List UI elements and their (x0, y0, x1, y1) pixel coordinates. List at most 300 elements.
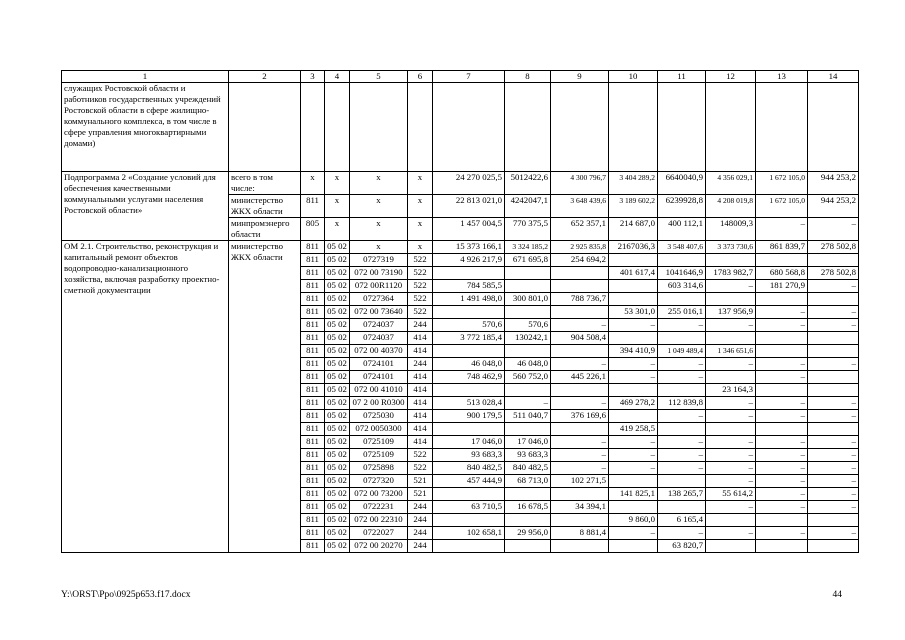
amount-cell: 4 926 217,9 (433, 254, 505, 267)
amount-cell: 6239928,8 (658, 195, 706, 218)
amount-cell: 944 253,2 (808, 172, 859, 195)
section-code-cell: 05 02 (325, 254, 350, 267)
amount-cell: 3 404 289,2 (609, 172, 658, 195)
gr-code-cell: 811 (301, 293, 325, 306)
amount-cell: 376 169,6 (551, 410, 609, 423)
amount-cell (706, 293, 756, 306)
expense-type-cell: 244 (408, 358, 433, 371)
gr-code-cell: 811 (301, 195, 325, 218)
target-article-cell: 0725109 (350, 436, 408, 449)
amount-cell: 788 736,7 (551, 293, 609, 306)
amount-cell: 68 713,0 (505, 475, 551, 488)
amount-cell: 401 617,4 (609, 267, 658, 280)
amount-cell: – (756, 501, 808, 514)
amount-cell: 4 300 796,7 (551, 172, 609, 195)
amount-cell: – (808, 280, 859, 293)
amount-cell (551, 280, 609, 293)
amount-cell: – (658, 358, 706, 371)
amount-cell: – (609, 527, 658, 540)
table-row (62, 172, 859, 195)
amount-cell: – (808, 218, 859, 241)
amount-cell: – (706, 501, 756, 514)
amount-cell: 130242,1 (505, 332, 551, 345)
amount-cell: 840 482,5 (433, 462, 505, 475)
amount-cell: 23 164,3 (706, 384, 756, 397)
amount-cell: 255 016,1 (658, 306, 706, 319)
amount-cell: 861 839,7 (756, 241, 808, 254)
target-article-cell: 0727320 (350, 475, 408, 488)
amount-cell: 278 502,8 (808, 267, 859, 280)
column-number-header: 7 (433, 71, 505, 83)
section-code-cell: 05 02 (325, 514, 350, 527)
amount-cell: 680 568,8 (756, 267, 808, 280)
target-article-cell: 0727319 (350, 254, 408, 267)
section-code-cell: 05 02 (325, 475, 350, 488)
amount-cell (658, 384, 706, 397)
amount-cell: 8 881,4 (551, 527, 609, 540)
amount-cell (658, 501, 706, 514)
gr-code-cell: 811 (301, 436, 325, 449)
gr-code-cell: 811 (301, 306, 325, 319)
section-code-cell: 05 02 (325, 293, 350, 306)
target-article-cell: 072 00R1120 (350, 280, 408, 293)
amount-cell: 3 373 730,6 (706, 241, 756, 254)
section-code-cell: 05 02 (325, 397, 350, 410)
empty-cell (505, 83, 551, 172)
amount-cell: 15 373 166,1 (433, 241, 505, 254)
amount-cell: 394 410,9 (609, 345, 658, 358)
amount-cell (756, 332, 808, 345)
amount-cell: 34 394,1 (551, 501, 609, 514)
amount-cell (505, 514, 551, 527)
footer-file-path: Y:\ORST\Ppo\0925p653.f17.docx (61, 590, 191, 600)
amount-cell: – (658, 371, 706, 384)
amount-cell: 3 648 439,6 (551, 195, 609, 218)
amount-cell: – (808, 527, 859, 540)
amount-cell: – (756, 462, 808, 475)
amount-cell (808, 254, 859, 267)
amount-cell: 3 548 407,6 (658, 241, 706, 254)
amount-cell: – (756, 527, 808, 540)
amount-cell (505, 384, 551, 397)
amount-cell (756, 345, 808, 358)
amount-cell: 603 314,6 (658, 280, 706, 293)
gr-code-cell: 811 (301, 332, 325, 345)
column-number-header: 9 (551, 71, 609, 83)
amount-cell (505, 488, 551, 501)
amount-cell: 840 482,5 (505, 462, 551, 475)
target-article-cell: 0722231 (350, 501, 408, 514)
amount-cell: 17 046,0 (433, 436, 505, 449)
amount-cell (756, 293, 808, 306)
executor-cell: министерство ЖКХ области (229, 241, 301, 553)
amount-cell (756, 254, 808, 267)
amount-cell (756, 540, 808, 553)
amount-cell (808, 384, 859, 397)
amount-cell: 419 258,5 (609, 423, 658, 436)
target-article-cell: 0725109 (350, 449, 408, 462)
expense-type-cell: 414 (408, 384, 433, 397)
amount-cell: – (551, 397, 609, 410)
amount-cell: 148009,3 (706, 218, 756, 241)
gr-code-cell: 811 (301, 397, 325, 410)
section-code-cell: х (325, 218, 350, 241)
amount-cell: 457 444,9 (433, 475, 505, 488)
amount-cell: 16 678,5 (505, 501, 551, 514)
amount-cell: 3 189 602,2 (609, 195, 658, 218)
amount-cell: – (551, 319, 609, 332)
target-article-cell: 0725030 (350, 410, 408, 423)
amount-cell: 53 301,0 (609, 306, 658, 319)
amount-cell: 1 049 489,4 (658, 345, 706, 358)
amount-cell (808, 540, 859, 553)
amount-cell: – (808, 449, 859, 462)
amount-cell: 1041646,9 (658, 267, 706, 280)
amount-cell: – (706, 280, 756, 293)
column-number-header: 5 (350, 71, 408, 83)
amount-cell: 570,6 (433, 319, 505, 332)
amount-cell: – (706, 319, 756, 332)
expense-type-cell: х (408, 241, 433, 254)
expense-type-cell: 244 (408, 501, 433, 514)
amount-cell: 770 375,5 (505, 218, 551, 241)
amount-cell: – (756, 218, 808, 241)
amount-cell: 46 048,0 (433, 358, 505, 371)
empty-cell (551, 83, 609, 172)
amount-cell (433, 267, 505, 280)
target-article-cell: 072 00 41010 (350, 384, 408, 397)
empty-cell (756, 83, 808, 172)
amount-cell: – (658, 462, 706, 475)
expense-type-cell: 414 (408, 345, 433, 358)
amount-cell: 2167036,3 (609, 241, 658, 254)
section-code-cell: 05 02 (325, 449, 350, 462)
amount-cell (433, 514, 505, 527)
amount-cell: – (658, 436, 706, 449)
amount-cell (433, 345, 505, 358)
amount-cell: – (706, 462, 756, 475)
section-code-cell: 05 02 (325, 345, 350, 358)
section-code-cell: 05 02 (325, 384, 350, 397)
gr-code-cell: 811 (301, 358, 325, 371)
amount-cell (808, 332, 859, 345)
amount-cell (433, 540, 505, 553)
target-article-cell: х (350, 172, 408, 195)
target-article-cell: 0722027 (350, 527, 408, 540)
column-number-header: 3 (301, 71, 325, 83)
amount-cell (808, 423, 859, 436)
expense-type-cell: х (408, 218, 433, 241)
expense-type-cell: 522 (408, 449, 433, 462)
amount-cell (551, 384, 609, 397)
amount-cell: 3 772 185,4 (433, 332, 505, 345)
amount-cell: 9 860,0 (609, 514, 658, 527)
amount-cell: 2 925 835,8 (551, 241, 609, 254)
amount-cell: 63 820,7 (658, 540, 706, 553)
amount-cell (658, 332, 706, 345)
expense-type-cell: 522 (408, 254, 433, 267)
section-code-cell: 05 02 (325, 462, 350, 475)
amount-cell (609, 475, 658, 488)
amount-cell (505, 267, 551, 280)
expense-type-cell: 522 (408, 462, 433, 475)
amount-cell: 784 585,5 (433, 280, 505, 293)
amount-cell (756, 423, 808, 436)
amount-cell: 63 710,5 (433, 501, 505, 514)
gr-code-cell: 811 (301, 514, 325, 527)
amount-cell: – (808, 397, 859, 410)
expense-type-cell: 521 (408, 488, 433, 501)
gr-code-cell: 811 (301, 254, 325, 267)
executor-cell: минпромэнерго области (229, 218, 301, 241)
amount-cell: – (551, 462, 609, 475)
gr-code-cell: 811 (301, 540, 325, 553)
amount-cell: – (808, 436, 859, 449)
executor-cell: министерство ЖКХ области (229, 195, 301, 218)
amount-cell: 1 457 004,5 (433, 218, 505, 241)
target-article-cell: 072 00 22310 (350, 514, 408, 527)
amount-cell: 560 752,0 (505, 371, 551, 384)
amount-cell (551, 488, 609, 501)
table-row (62, 241, 859, 254)
amount-cell (706, 540, 756, 553)
gr-code-cell: 811 (301, 501, 325, 514)
amount-cell: 1 672 105,0 (756, 172, 808, 195)
section-code-cell: 05 02 (325, 488, 350, 501)
empty-cell (325, 83, 350, 172)
amount-cell (756, 514, 808, 527)
expense-type-cell: 414 (408, 423, 433, 436)
expense-type-cell: 414 (408, 332, 433, 345)
table-header-row (62, 71, 859, 83)
expense-type-cell: 521 (408, 475, 433, 488)
empty-cell (706, 83, 756, 172)
amount-cell: 5012422,6 (505, 172, 551, 195)
amount-cell: – (756, 319, 808, 332)
target-article-cell: 0724101 (350, 371, 408, 384)
amount-cell: 46 048,0 (505, 358, 551, 371)
amount-cell: – (609, 319, 658, 332)
gr-code-cell: 811 (301, 267, 325, 280)
amount-cell: 254 694,2 (551, 254, 609, 267)
section-code-cell: 05 02 (325, 319, 350, 332)
amount-cell (609, 410, 658, 423)
amount-cell: – (808, 319, 859, 332)
amount-cell (433, 384, 505, 397)
section-code-cell: 05 02 (325, 371, 350, 384)
amount-cell (609, 293, 658, 306)
amount-cell: 4 208 019,8 (706, 195, 756, 218)
amount-cell (551, 267, 609, 280)
amount-cell: 4 356 029,1 (706, 172, 756, 195)
footer-page-number: 44 (832, 590, 842, 600)
amount-cell (433, 423, 505, 436)
amount-cell: 400 112,1 (658, 218, 706, 241)
amount-cell: – (706, 436, 756, 449)
target-article-cell: 0724037 (350, 319, 408, 332)
gr-code-cell: 811 (301, 475, 325, 488)
amount-cell: 181 270,9 (756, 280, 808, 293)
section-code-cell: 05 02 (325, 423, 350, 436)
expense-type-cell: 522 (408, 280, 433, 293)
target-article-cell: х (350, 241, 408, 254)
column-number-header: 13 (756, 71, 808, 83)
amount-cell: – (706, 410, 756, 423)
amount-cell: 944 253,2 (808, 195, 859, 218)
amount-cell (706, 332, 756, 345)
empty-cell (808, 83, 859, 172)
amount-cell: – (706, 475, 756, 488)
section-code-cell: 05 02 (325, 306, 350, 319)
amount-cell: 445 226,1 (551, 371, 609, 384)
amount-cell: – (609, 371, 658, 384)
gr-code-cell: 811 (301, 449, 325, 462)
gr-code-cell: х (301, 172, 325, 195)
expense-type-cell: 522 (408, 306, 433, 319)
expense-type-cell: х (408, 172, 433, 195)
amount-cell: – (609, 436, 658, 449)
column-number-header: 6 (408, 71, 433, 83)
empty-cell (229, 83, 301, 172)
amount-cell: – (756, 436, 808, 449)
amount-cell: – (658, 449, 706, 462)
target-article-cell: 072 00 20270 (350, 540, 408, 553)
gr-code-cell: 811 (301, 410, 325, 423)
column-number-header: 10 (609, 71, 658, 83)
column-number-header: 8 (505, 71, 551, 83)
amount-cell: – (658, 319, 706, 332)
amount-cell (505, 280, 551, 293)
amount-cell (551, 306, 609, 319)
gr-code-cell: 811 (301, 280, 325, 293)
amount-cell: 17 046,0 (505, 436, 551, 449)
amount-cell: 93 683,3 (433, 449, 505, 462)
expense-type-cell: 522 (408, 267, 433, 280)
section-code-cell: 05 02 (325, 527, 350, 540)
amount-cell: 511 040,7 (505, 410, 551, 423)
amount-cell (808, 293, 859, 306)
amount-cell: 93 683,3 (505, 449, 551, 462)
amount-cell: – (756, 306, 808, 319)
empty-cell (433, 83, 505, 172)
target-article-cell: 0724101 (350, 358, 408, 371)
amount-cell (433, 488, 505, 501)
amount-cell (609, 332, 658, 345)
intro-text-cell: служащих Ростовской области и работников государственных учреждений Ростовской области в сфере жилищно-коммунального комплекса, в том числе в сфере управления многоквартирными домами) (62, 83, 229, 172)
amount-cell (706, 371, 756, 384)
amount-cell: – (756, 449, 808, 462)
amount-cell: – (551, 436, 609, 449)
expense-type-cell: х (408, 195, 433, 218)
target-article-cell: 0724037 (350, 332, 408, 345)
empty-cell (350, 83, 408, 172)
expense-type-cell: 244 (408, 319, 433, 332)
amount-cell (706, 254, 756, 267)
amount-cell: – (706, 358, 756, 371)
amount-cell: – (808, 462, 859, 475)
expense-type-cell: 244 (408, 514, 433, 527)
column-number-header: 2 (229, 71, 301, 83)
section-code-cell: 05 02 (325, 332, 350, 345)
expense-type-cell: 414 (408, 436, 433, 449)
amount-cell: 55 614,2 (706, 488, 756, 501)
amount-cell: 112 839,8 (658, 397, 706, 410)
section-code-cell: 05 02 (325, 267, 350, 280)
amount-cell: 652 357,1 (551, 218, 609, 241)
target-article-cell: х (350, 218, 408, 241)
amount-cell: – (551, 358, 609, 371)
amount-cell: – (706, 449, 756, 462)
amount-cell: – (808, 306, 859, 319)
section-code-cell: 05 02 (325, 280, 350, 293)
amount-cell: 748 462,9 (433, 371, 505, 384)
amount-cell: 102 271,5 (551, 475, 609, 488)
amount-cell: – (808, 475, 859, 488)
amount-cell: – (808, 358, 859, 371)
expense-type-cell: 244 (408, 540, 433, 553)
amount-cell (609, 540, 658, 553)
amount-cell (609, 501, 658, 514)
amount-cell (505, 423, 551, 436)
amount-cell: – (756, 475, 808, 488)
column-number-header: 12 (706, 71, 756, 83)
section-code-cell: 05 02 (325, 540, 350, 553)
amount-cell (808, 514, 859, 527)
gr-code-cell: 811 (301, 371, 325, 384)
amount-cell: – (808, 410, 859, 423)
amount-cell (706, 423, 756, 436)
section-code-cell: х (325, 195, 350, 218)
amount-cell (658, 293, 706, 306)
amount-cell: 278 502,8 (808, 241, 859, 254)
target-article-cell: 072 00 40370 (350, 345, 408, 358)
amount-cell: – (551, 449, 609, 462)
empty-cell (301, 83, 325, 172)
budget-table (61, 70, 859, 553)
amount-cell: – (505, 397, 551, 410)
amount-cell (808, 371, 859, 384)
column-number-header: 11 (658, 71, 706, 83)
amount-cell: – (756, 371, 808, 384)
amount-cell (706, 514, 756, 527)
gr-code-cell: 811 (301, 423, 325, 436)
empty-cell (609, 83, 658, 172)
section-code-cell: 05 02 (325, 410, 350, 423)
amount-cell (609, 384, 658, 397)
amount-cell: – (658, 410, 706, 423)
amount-cell: 1783 982,7 (706, 267, 756, 280)
amount-cell (609, 254, 658, 267)
amount-cell: 3 324 185,2 (505, 241, 551, 254)
gr-code-cell: 811 (301, 345, 325, 358)
amount-cell: 6640040,9 (658, 172, 706, 195)
target-article-cell: 072 00 73640 (350, 306, 408, 319)
amount-cell: 1 672 105,0 (756, 195, 808, 218)
amount-cell: 137 956,9 (706, 306, 756, 319)
measure-name-cell: ОМ 2.1. Строительство, реконструкция и капитальный ремонт объектов водопроводно-канализационного хозяйства, включая разработку проектно-сметной документации (62, 241, 229, 553)
amount-cell: 6 165,4 (658, 514, 706, 527)
amount-cell (658, 254, 706, 267)
amount-cell (609, 280, 658, 293)
empty-cell (408, 83, 433, 172)
amount-cell: 24 270 025,5 (433, 172, 505, 195)
amount-cell: – (808, 501, 859, 514)
amount-cell: 900 179,5 (433, 410, 505, 423)
column-number-header: 1 (62, 71, 229, 83)
amount-cell (756, 384, 808, 397)
amount-cell (505, 345, 551, 358)
amount-cell: – (756, 410, 808, 423)
